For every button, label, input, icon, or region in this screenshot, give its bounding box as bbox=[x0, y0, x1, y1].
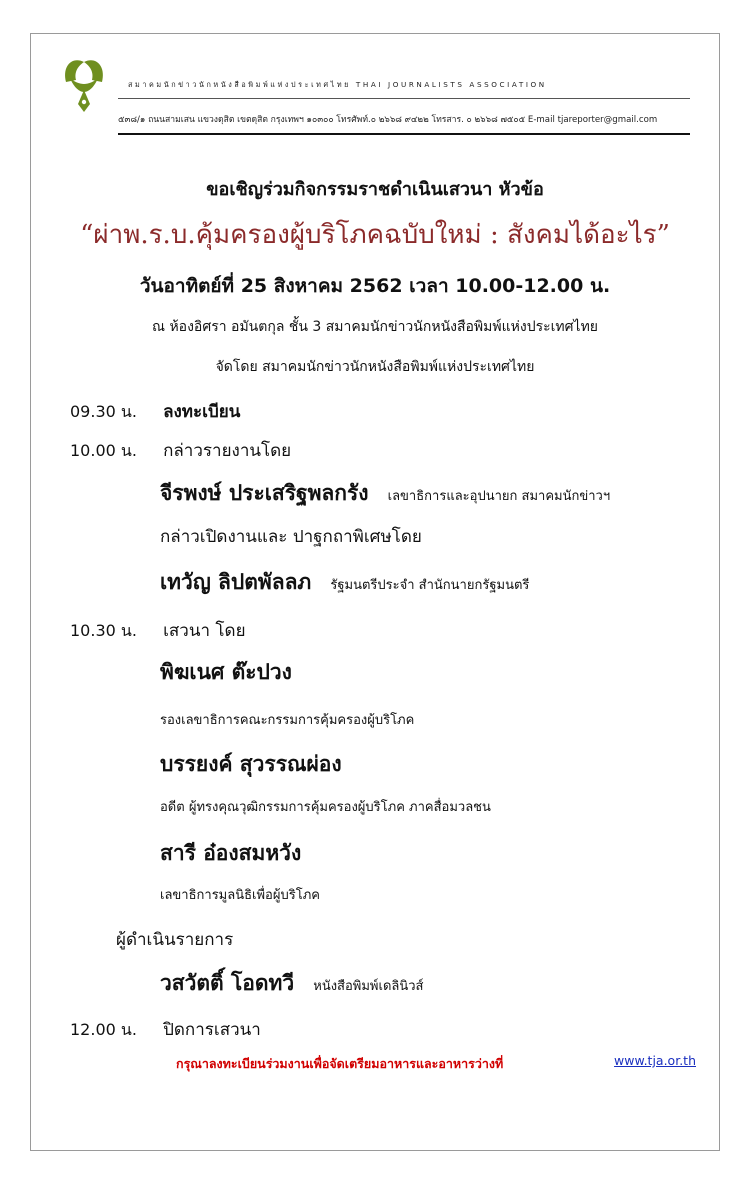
schedule-time: 09.30 น. bbox=[70, 402, 137, 421]
schedule-item: เสวนา โดย bbox=[163, 621, 246, 641]
panelist-name: สารี อ๋องสมหวัง bbox=[160, 841, 302, 865]
speaker-role: เลขาธิการและอุปนายก สมาคมนักข่าวฯ bbox=[387, 489, 611, 504]
letterhead-rule-thick bbox=[118, 133, 690, 135]
speaker-row bbox=[160, 477, 610, 510]
speaker-row bbox=[160, 566, 529, 599]
schedule-item: ลงทะเบียน bbox=[163, 402, 241, 422]
panelist-name: บรรยงค์ สุวรรณผ่อง bbox=[160, 752, 342, 776]
moderator-row bbox=[160, 967, 423, 1000]
schedule-time: 10.00 น. bbox=[70, 441, 137, 460]
schedule-row-closing bbox=[70, 1016, 261, 1043]
moderator-role: หนังสือพิมพ์เดลินิวส์ bbox=[313, 979, 424, 994]
panelist-role-row bbox=[160, 796, 491, 817]
schedule-row-panel bbox=[70, 617, 246, 644]
event-organizer: จัดโดย สมาคมนักข่าวนักหนังสือพิมพ์แห่งประเทศไทย bbox=[215, 359, 535, 375]
association-logo-icon bbox=[58, 52, 110, 114]
registration-note: กรุณาลงทะเบียนร่วมงานเพื่อจัดเตรียมอาหารและอาหารว่างที่ bbox=[176, 1056, 504, 1071]
schedule-time: 12.00 น. bbox=[70, 1020, 137, 1039]
panelist-role-row bbox=[160, 709, 414, 730]
event-venue: ณ ห้องอิศรา อมันตกุล ชั้น 3 สมาคมนักข่าวนักหนังสือพิมพ์แห่งประเทศไทย bbox=[152, 319, 598, 335]
schedule-item: กล่าวเปิดงานและ ปาฐกถาพิเศษโดย bbox=[160, 527, 422, 547]
speaker-name: จีรพงษ์ ประเสริฐพลกรัง bbox=[160, 481, 369, 505]
schedule-time: 10.30 น. bbox=[70, 621, 137, 640]
invitation-heading: ขอเชิญร่วมกิจกรรมราชดำเนินเสวนา หัวข้อ bbox=[206, 179, 544, 200]
registration-footer bbox=[176, 1053, 696, 1074]
schedule-item: กล่าวรายงานโดย bbox=[163, 441, 292, 461]
moderator-label: ผู้ดำเนินรายการ bbox=[116, 930, 234, 950]
letterhead-address: ๕๓๘/๑ ถนนสามเสน แขวงดุสิต เขตดุสิต กรุงเทพฯ ๑๐๓๐๐ โทรศัพท์.๐ ๒๖๖๘ ๙๔๒๒ โทรสาร. ๐ ๒๖๖๘ ๗๕๐๕ E-mail tjareporter@gmail.com bbox=[118, 115, 658, 125]
event-datetime: วันอาทิตย์ที่ 25 สิงหาคม 2562 เวลา 10.00-12.00 น. bbox=[139, 275, 611, 297]
event-topic: “ผ่าพ.ร.บ.คุ้มครองผู้บริโภคฉบับใหม่ : สังคมได้อะไร” bbox=[80, 220, 670, 250]
panelist-role: รองเลขาธิการคณะกรรมการคุ้มครองผู้บริโภค bbox=[160, 713, 415, 728]
panelist-role: เลขาธิการมูลนิธิเพื่อผู้บริโภค bbox=[160, 888, 320, 903]
panelist-name-row bbox=[160, 656, 292, 689]
website-link[interactable]: www.tja.or.th bbox=[614, 1053, 696, 1068]
panelist-name-row bbox=[160, 837, 301, 870]
schedule-row-opening bbox=[160, 523, 422, 550]
panelist-role: อดีต ผู้ทรงคุณวุฒิกรรมการคุ้มครองผู้บริโภค ภาคสื่อมวลชน bbox=[160, 800, 491, 815]
moderator-label-row bbox=[116, 926, 233, 953]
panelist-name: พิฆเนศ ต๊ะปวง bbox=[160, 660, 292, 684]
panelist-role-row bbox=[160, 884, 320, 905]
panelist-name-row bbox=[160, 748, 342, 781]
schedule-item: ปิดการเสวนา bbox=[163, 1020, 261, 1040]
letterhead-org-line: สมาคมนักข่าวนักหนังสือพิมพ์แห่งประเทศไทย THAI JOURNALISTS ASSOCIATION bbox=[128, 80, 547, 89]
schedule-row-registration bbox=[70, 398, 240, 425]
moderator-name: วสวัตติ์ โอดทวี bbox=[160, 971, 295, 995]
schedule-row-report bbox=[70, 437, 291, 464]
letterhead-rule bbox=[118, 98, 690, 99]
speaker-name: เทวัญ ลิปตพัลลภ bbox=[160, 570, 312, 594]
speaker-role: รัฐมนตรีประจำ สำนักนายกรัฐมนตรี bbox=[330, 578, 530, 593]
